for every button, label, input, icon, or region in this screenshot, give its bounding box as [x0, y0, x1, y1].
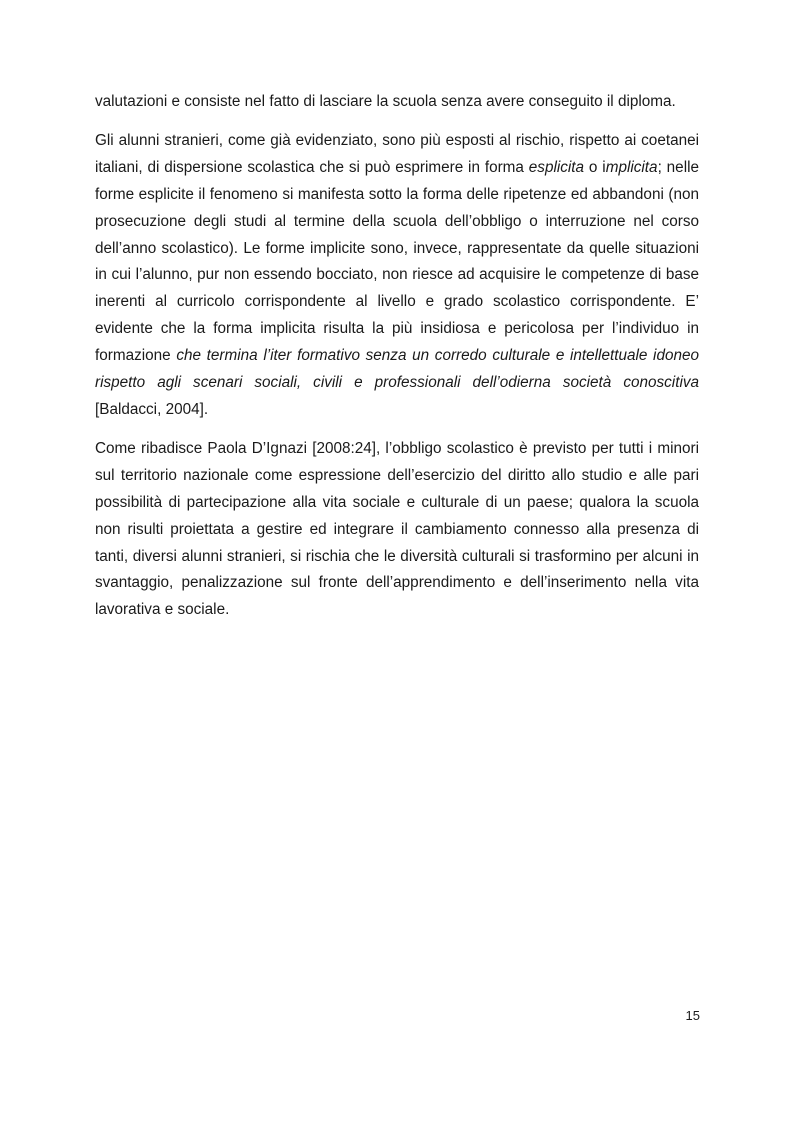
paragraph-2: [95, 128, 699, 424]
body-text: [95, 89, 699, 636]
paragraph-2-italic-implicita: mplicita: [605, 158, 658, 176]
paragraph-2-text-c: ; nelle forme esplicite il fenomeno si manifesta sotto la forma delle ripetenze ed abbandoni (non prosecuzione degli studi al termine della scuola dell’obbligo o interruzione nel corso dell’anno scolastico). Le forme implicite sono, invece, rappresentate da quelle situazioni in cui l’alunno, pur non essendo bocciato, non riesce ad acquisire le competenze di base inerenti al curricolo corrispondente al livello e grado scolastico corrispondente. E’ evidente che la forma implicita risulta la più insidiosa e pericolosa per l’individuo in formazione: [95, 158, 699, 365]
paragraph-2-italic-esplicita: esplicita: [528, 158, 585, 176]
paragraph-1-text: valutazioni e consiste nel fatto di lasciare la scuola senza avere conseguito il diploma.: [95, 93, 676, 110]
paragraph-2-italic-quote: che termina l’iter formativo senza un corredo culturale e intellettuale idoneo rispetto agli scenari sociali, civili e professionali dell’odierna società conoscitiva: [95, 347, 699, 392]
paragraph-1: [95, 89, 699, 116]
paragraph-2-text-b: o i: [584, 158, 606, 176]
paragraph-2-text-a: Gli alunni stranieri, come già evidenziato, sono più esposti al rischio, rispetto ai coetanei italiani, di dispersione scolastica che si può esprimere in forma: [95, 131, 699, 176]
paragraph-2-citation: [Baldacci, 2004].: [95, 400, 209, 418]
page-number: 15: [685, 1008, 700, 1023]
paragraph-3: [95, 436, 699, 624]
paragraph-3-text: Come ribadisce Paola D’Ignazi [2008:24], l’obbligo scolastico è previsto per tutti i minori sul territorio nazionale come espressione dell’esercizio del diritto allo studio e alle pari possibilità di partecipazione alla vita sociale e culturale di un paese; qualora la scuola non risulti proiettata a gestire ed integrare il cambiamento connesso alla presenza di tanti, diversi alunni stranieri, si rischia che le diversità culturali si trasformino per alcuni in svantaggio, penalizzazione sul fronte dell’apprendimento e dell’inserimento nella vita lavorativa e sociale.: [95, 439, 699, 619]
